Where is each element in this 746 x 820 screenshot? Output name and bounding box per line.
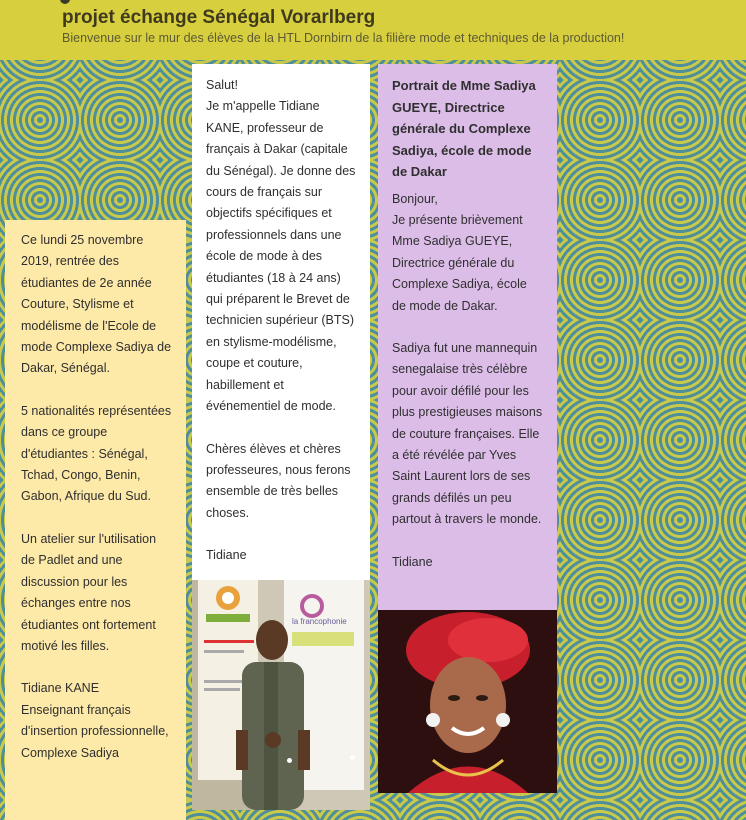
post-paragraph: Ce lundi 25 novembre 2019, rentrée des étudiantes de 2e année Couture, Stylisme et modélisme de l'Ecole de mode Complexe Sadiya de Dakar, Sénégal. [21, 233, 172, 376]
padlet-logo[interactable] [60, 0, 70, 4]
post-paragraph: Sadiya fut une mannequin senegalaise très célèbre pour avoir défilé pour les plus prestigieuses maisons de couture françaises. Elle a été révélée par Yves Saint Laurent lors de ses grands défilés un peu partout à travers le monde. [392, 340, 543, 527]
photo-sadiya-gueye-image [378, 610, 557, 793]
post-signature: Tidiane [392, 554, 433, 569]
page-title: projet échange Sénégal Vorarlberg [62, 7, 376, 28]
banner-text: la francophonie [292, 617, 347, 626]
post-card-portrait-sadiya[interactable] [378, 64, 557, 610]
carousel-dot[interactable] [350, 755, 355, 760]
post-card-rentree[interactable] [5, 220, 186, 820]
post-paragraph: Chères élèves et chères professeures, nous ferons ensemble de très belles choses. [206, 441, 351, 520]
post-paragraph: Bonjour, Je présente brièvement Mme Sadiya GUEYE, Directrice générale du Complexe Sadiya, école de mode de Dakar. [392, 191, 527, 313]
photo-tidiane-kane[interactable] [192, 580, 370, 810]
post-title: Portrait de Mme Sadiya GUEYE, Directrice générale du Complexe Sadiya, école de mode de Dakar [392, 78, 536, 179]
post-paragraph: 5 nationalités représentées dans ce groupe d'étudiantes : Sénégal, Tchad, Congo, Benin, Gabon, Afrique du Sud. [21, 403, 172, 504]
post-paragraph: Salut! Je m'appelle Tidiane KANE, professeur de français à Dakar (capitale du Sénégal). Je donne des cours de français sur objectifs spécifiques et professionnels dans une école de mode à des étudiantes (18 à 24 ans) qui préparent le Brevet de technicien supérieur (BTS) en stylisme-modélisme, coupe et couture, habillement et événementiel de mode. [206, 78, 356, 414]
page-subtitle: Bienvenue sur le mur des élèves de la HTL Dornbirn de la filière mode et techniques de la production! [62, 31, 625, 45]
post-card-introduction[interactable] [192, 64, 370, 580]
post-signature: Tidiane [206, 548, 247, 563]
photo-sadiya-gueye[interactable] [378, 610, 557, 793]
post-signature: Tidiane KANE Enseignant français d'insertion professionnelle, Complexe Sadiya [21, 681, 169, 760]
post-paragraph: Un atelier sur l'utilisation de Padlet and une discussion pour les échanges entre nos étudiantes ont fortement motivé les filles. [21, 531, 157, 653]
carousel-dot[interactable] [287, 758, 292, 763]
page-header [0, 0, 746, 60]
photo-tidiane-kane-image [192, 580, 370, 810]
